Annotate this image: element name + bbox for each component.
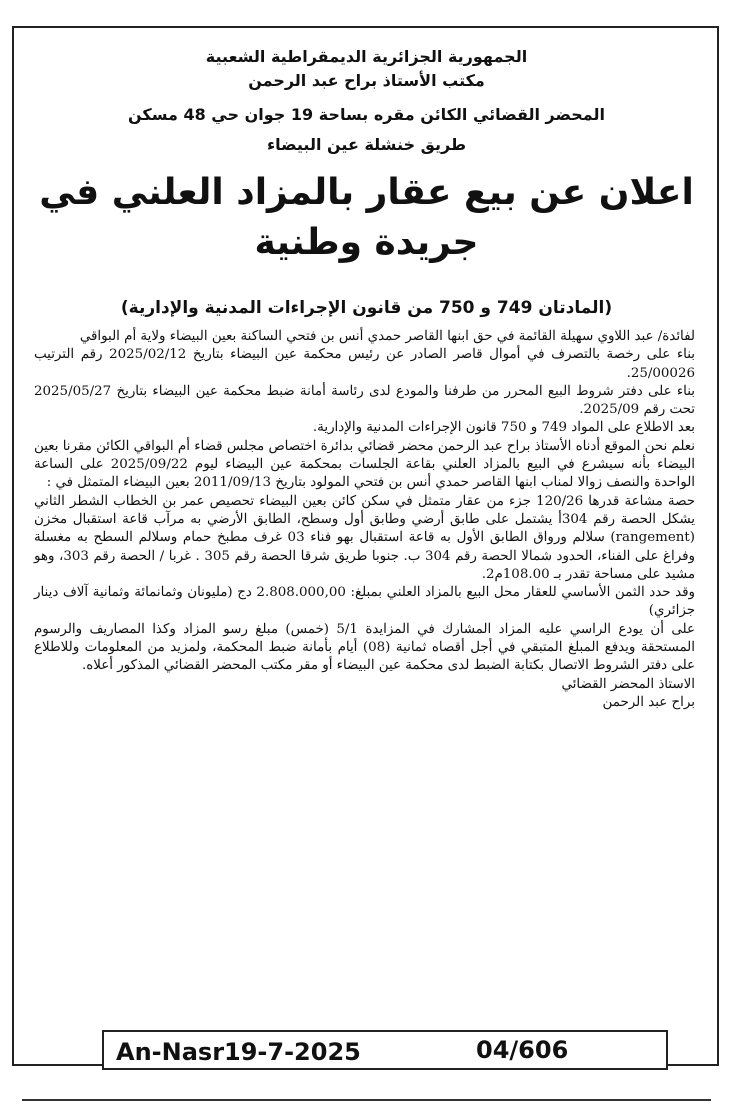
paragraph-beneficiary: لفائدة/ عبد اللاوي سهيلة القائمة في حق ابنها القاصر حمدي أنس بن فتحي الساكنة بعين البيضاء ولاية أم البواقي	[79, 329, 695, 344]
footer-source: An-Nasr19-7-2025	[116, 1038, 361, 1066]
notice-title: اعلان عن بيع عقار بالمزاد العلني في جريدة وطنية	[39, 172, 694, 263]
footer-reference: 04/606	[476, 1036, 569, 1064]
paragraph-conditions: بناء على دفتر شروط البيع المحرر من طرفنا والمودع لدى رئاسة أمانة ضبط محكمة عين البيضاء بتاريخ 2025/05/27 تحت رقم 2025/09.	[34, 383, 695, 418]
paragraph-announcement: نعلم نحن الموقع أدناه الأستاذ براح عبد الرحمن محضر قضائي بدائرة اختصاص مجلس قضاء أم البواقي الكائن مقرنا بعين البيضاء بأنه سيشرع في البيع بالمزاد العلني بقاعة الجلسات بمحكمة عين البيضاء ليوم 2025/09/22 على الساعة الواحدة والنصف زوالا لمناب ابنها القاصر حمدي أنس بن فتحي المولود بتاريخ 2011/09/13 بعين البيضاء المتمثل في :	[34, 438, 695, 491]
paragraph-articles: بعد الاطلاع على المواد 749 و 750 قانون الإجراءات المدنية والإدارية.	[312, 420, 695, 436]
notice-body	[34, 328, 695, 712]
paragraph-property: حصة مشاعة قدرها 120/26 جزء من عقار متمثل في سكن كائن بعين البيضاء تحصيص عمر بن الخطاب الشطر الثاني يشكل الحصة رقم 304أ يشتمل على طابق أرضي وطابق أول وسطح، الطابق الأرضي به مرآب قاعة استقبال مخزن (rangement) سلالم ورواق الطابق الأول به قاعة استقبال بهو فناء 03 غرف مطبخ حمام وسلالم السطح به مغسلة وفراغ على الفناء، الحدود شمالا الحصة رقم 304 ب. جنوبا طريق شرقا الحصة رقم 305 . غربا / الحصة رقم 303، وهو مشيد على مساحة تقدر بـ 108.00م2.	[34, 493, 696, 582]
signature-title: الاستاذ المحضر القضائي	[561, 676, 695, 692]
signature-name: براح عبد الرحمن	[602, 694, 695, 710]
notice-subtitle: (المادتان 749 و 750 من قانون الإجراءات المدنية والإدارية)	[120, 298, 613, 318]
paragraph-license: بناء على رخصة بالتصرف في أموال قاصر الصادر عن رئيس محكمة عين البيضاء بتاريخ 2025/02/12 رقم الترتيب 25/00026.	[34, 347, 695, 381]
paragraph-price: وقد حدد الثمن الأساسي للعقار محل البيع بالمزاد العلني بمبلغ: 2.808.000,00 دج (مليونان وثمانمائة وثمانية آلاف دينار جزائري)	[34, 585, 695, 619]
header-address: المحضر القضائي الكائن مقره بساحة 19 جوان حي 48 مسكن	[128, 105, 605, 124]
header-country: الجمهورية الجزائرية الديمقراطية الشعبية	[205, 47, 528, 66]
footer-box	[102, 1030, 668, 1070]
bottom-divider	[22, 1099, 711, 1101]
paragraph-payment: على أن يودع الراسي عليه المزاد المشارك في المزايدة 5/1 (خمس) مبلغ رسو المزاد وكذا المصاريف والرسوم المستحقة ويدفع المبلغ المتبقي في أجل أقصاه ثمانية (08) أيام بأمانة ضبط المحكمة، ولمزيد من المعلومات وللاطلاع على دفتر الشروط الاتصال بكتابة الضبط لدى محكمة عين البيضاء أو مقر مكتب المحضر القضائي المذكور أعلاه.	[34, 621, 695, 674]
header-road: طريق خنشلة عين البيضاء	[266, 135, 467, 154]
header-office: مكتب الأستاذ براح عبد الرحمن	[248, 71, 485, 90]
